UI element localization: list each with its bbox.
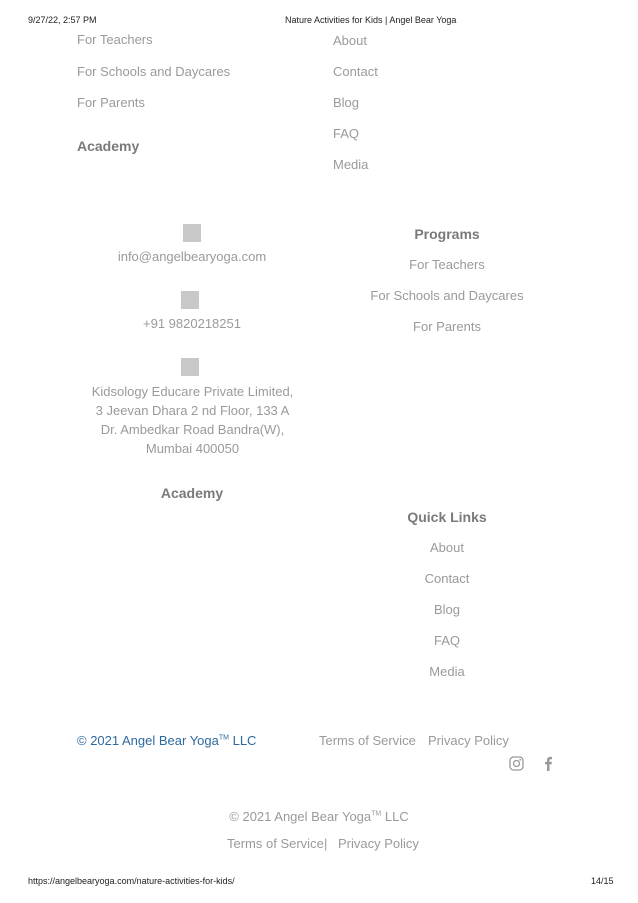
quick-link-media[interactable]: Media: [429, 664, 465, 679]
quick-links-heading: Quick Links: [407, 509, 487, 525]
footer-link-for-schools[interactable]: For Schools and Daycares: [77, 64, 231, 79]
footer-link-about[interactable]: About: [333, 33, 367, 48]
programs-link-for-parents[interactable]: For Parents: [413, 319, 481, 334]
privacy-link-secondary[interactable]: Privacy Policy: [338, 836, 419, 851]
academy-heading-top: Academy: [77, 138, 140, 154]
terms-link[interactable]: Terms of Service: [319, 733, 416, 748]
footer-link-media[interactable]: Media: [333, 157, 369, 172]
programs-heading: Programs: [414, 226, 480, 242]
footer-link-faq[interactable]: FAQ: [333, 126, 360, 141]
privacy-link[interactable]: Privacy Policy: [428, 733, 509, 748]
print-page-number: 14/15: [591, 876, 614, 886]
print-url: https://angelbearyoga.com/nature-activities-for-kids/: [28, 876, 235, 886]
copyright-prefix: © 2021 Angel Bear Yoga: [77, 733, 219, 748]
location-icon: [181, 358, 199, 376]
quick-link-about[interactable]: About: [430, 540, 464, 555]
quick-link-blog[interactable]: Blog: [433, 602, 461, 617]
email-icon: [183, 224, 201, 242]
copyright-suffix-secondary: LLC: [381, 809, 409, 824]
terms-link-secondary[interactable]: Terms of Service: [227, 836, 324, 851]
footer-link-for-parents[interactable]: For Parents: [77, 95, 145, 110]
contact-address: Kidsology Educare Private Limited, 3 Jeevan Dhara 2 nd Floor, 133 A Dr. Ambedkar Road Bandra(W), Mumbai 400050: [91, 384, 294, 456]
copyright-prefix-secondary: © 2021 Angel Bear Yoga: [229, 809, 372, 824]
print-datetime: 9/27/22, 2:57 PM: [28, 15, 97, 25]
facebook-icon[interactable]: [543, 756, 553, 771]
contact-email[interactable]: info@angelbearyoga.com: [117, 249, 267, 264]
phone-icon: [181, 291, 199, 309]
copyright-notice: [77, 733, 256, 748]
print-page-title: Nature Activities for Kids | Angel Bear Yoga: [285, 15, 457, 25]
footer-separator: |: [324, 836, 328, 851]
quick-link-faq[interactable]: FAQ: [433, 633, 461, 648]
copyright-suffix: LLC: [228, 733, 257, 748]
copyright-notice-secondary: [229, 809, 408, 824]
trademark-mark: TM: [218, 734, 229, 742]
footer-link-blog[interactable]: Blog: [333, 95, 360, 110]
footer-link-contact[interactable]: Contact: [333, 64, 378, 79]
trademark-mark-secondary: TM: [371, 810, 382, 818]
instagram-icon[interactable]: [509, 756, 524, 771]
programs-link-for-teachers[interactable]: For Teachers: [409, 257, 485, 272]
contact-phone[interactable]: +91 9820218251: [143, 316, 241, 331]
programs-link-for-schools[interactable]: For Schools and Daycares: [370, 288, 524, 303]
quick-link-contact[interactable]: Contact: [424, 571, 470, 586]
academy-heading: Academy: [160, 485, 224, 501]
footer-link-for-teachers[interactable]: For Teachers: [77, 32, 153, 47]
